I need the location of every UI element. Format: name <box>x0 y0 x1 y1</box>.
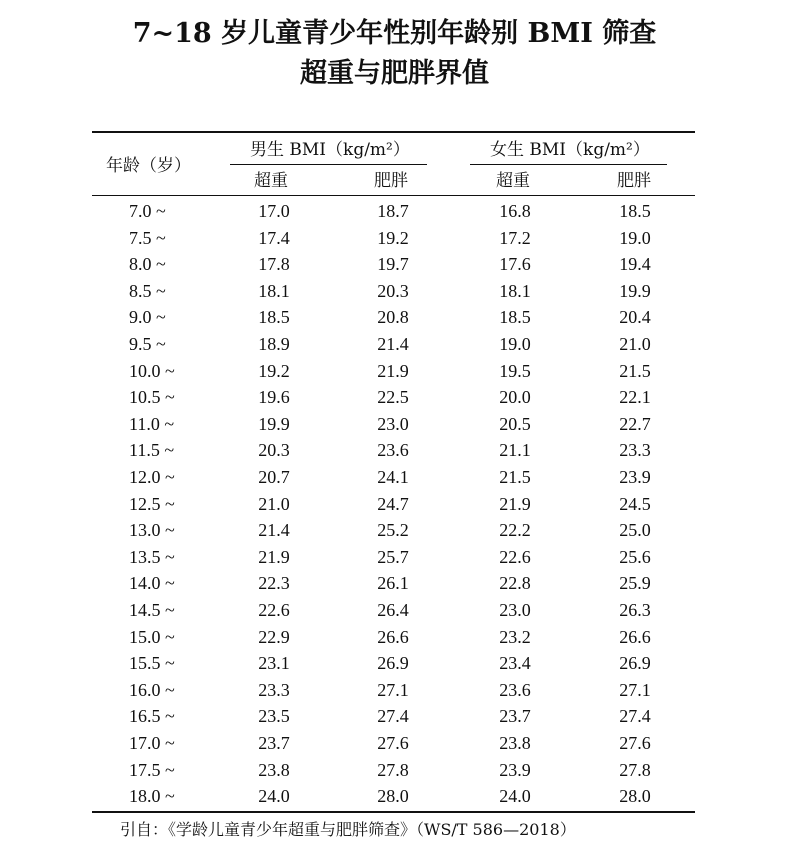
female-overweight-cell: 21.9 <box>499 493 531 514</box>
male-obese-cell: 23.6 <box>377 440 409 461</box>
male-overweight-cell: 18.9 <box>258 334 290 354</box>
male-overweight-cell: 17.0 <box>258 201 290 221</box>
age-cell: 9.0 ~ <box>129 307 166 328</box>
female-obese-cell: 26.6 <box>619 626 651 647</box>
male-overweight-cell: 22.9 <box>258 626 290 647</box>
male-obese-cell: 25.2 <box>377 520 409 541</box>
female-overweight-cell: 19.5 <box>499 360 531 381</box>
age-cell: 7.5 ~ <box>129 227 166 248</box>
male-overweight-cell: 21.0 <box>258 493 290 514</box>
male-obese-cell: 20.3 <box>377 280 409 301</box>
header-bottom-rule <box>92 195 695 196</box>
male-obese-cell: 26.9 <box>377 653 409 674</box>
male-obese-cell: 24.1 <box>377 467 409 487</box>
male-obese-cell: 23.0 <box>377 413 409 434</box>
male-obese-cell: 27.6 <box>377 733 409 753</box>
male-obese-cell: 27.8 <box>377 759 409 780</box>
male-overweight-cell: 23.5 <box>258 706 290 727</box>
male-obese-cell: 18.7 <box>377 201 409 221</box>
age-cell: 17.0 ~ <box>129 733 175 753</box>
male-obese-cell: 26.4 <box>377 600 409 620</box>
age-cell: 16.0 ~ <box>129 679 175 700</box>
female-obese-cell: 24.5 <box>619 493 651 514</box>
male-obese-cell: 20.8 <box>377 307 409 328</box>
male-overweight-cell: 21.9 <box>258 546 290 567</box>
age-cell: 9.5 ~ <box>129 334 166 354</box>
female-obese-cell: 18.5 <box>619 201 651 221</box>
male-overweight-cell: 23.1 <box>258 653 290 674</box>
female-obese-cell: 26.3 <box>619 600 651 620</box>
age-cell: 8.0 ~ <box>129 254 166 275</box>
male-obese-cell: 19.2 <box>377 227 409 248</box>
male-obese-cell: 21.4 <box>377 334 409 354</box>
female-obese-header: 肥胖 <box>617 171 651 191</box>
female-obese-cell: 22.7 <box>619 413 651 434</box>
age-cell: 16.5 ~ <box>129 706 175 727</box>
female-overweight-header: 超重 <box>496 171 530 191</box>
female-overweight-cell: 22.6 <box>499 546 531 567</box>
male-obese-cell: 21.9 <box>377 360 409 381</box>
male-obese-cell: 24.7 <box>377 493 409 514</box>
male-overweight-cell: 24.0 <box>258 786 290 807</box>
male-overweight-cell: 20.3 <box>258 440 290 461</box>
age-cell: 11.0 ~ <box>129 413 175 434</box>
female-overweight-cell: 23.0 <box>499 600 531 620</box>
table-top-rule <box>92 131 695 133</box>
female-overweight-cell: 16.8 <box>499 201 531 221</box>
male-obese-cell: 27.1 <box>377 679 409 700</box>
female-obese-cell: 20.4 <box>619 307 651 328</box>
female-obese-cell: 23.3 <box>619 440 651 461</box>
female-overweight-cell: 23.9 <box>499 759 531 780</box>
page-subtitle: 超重与肥胖界值 <box>300 58 489 89</box>
age-cell: 15.0 ~ <box>129 626 175 647</box>
female-obese-cell: 25.9 <box>619 573 651 594</box>
age-cell: 14.5 ~ <box>129 600 175 620</box>
male-obese-cell: 26.6 <box>377 626 409 647</box>
age-cell: 13.0 ~ <box>129 520 175 541</box>
age-column-header: 年龄（岁） <box>106 156 191 176</box>
male-overweight-header: 超重 <box>254 171 288 191</box>
male-bmi-header: 男生 BMI（kg/m²） <box>250 140 410 160</box>
table-bottom-rule <box>92 811 695 813</box>
male-obese-cell: 27.4 <box>377 706 409 727</box>
female-obese-cell: 19.0 <box>619 227 651 248</box>
male-overweight-cell: 23.7 <box>258 733 290 753</box>
female-overweight-cell: 21.5 <box>499 467 531 487</box>
male-obese-cell: 25.7 <box>377 546 409 567</box>
female-overweight-cell: 19.0 <box>499 334 531 354</box>
age-cell: 8.5 ~ <box>129 280 166 301</box>
female-overweight-cell: 21.1 <box>499 440 531 461</box>
male-overweight-cell: 23.3 <box>258 679 290 700</box>
male-overweight-cell: 19.2 <box>258 360 290 381</box>
male-overweight-cell: 18.1 <box>258 280 290 301</box>
female-obese-cell: 21.5 <box>619 360 651 381</box>
female-overweight-cell: 23.2 <box>499 626 531 647</box>
female-obese-cell: 23.9 <box>619 467 651 487</box>
female-overweight-cell: 23.4 <box>499 653 531 674</box>
male-obese-header: 肥胖 <box>374 171 408 191</box>
age-cell: 10.5 ~ <box>129 387 175 408</box>
female-overweight-cell: 17.6 <box>499 254 531 275</box>
age-cell: 12.0 ~ <box>129 467 175 487</box>
female-obese-cell: 28.0 <box>619 786 651 807</box>
female-overweight-cell: 20.0 <box>499 387 531 408</box>
female-overweight-cell: 24.0 <box>499 786 531 807</box>
female-overweight-cell: 18.1 <box>499 280 531 301</box>
source-footnote: 引自：《学龄儿童青少年超重与肥胖筛查》（WS/T 586—2018） <box>120 820 576 839</box>
male-overweight-cell: 22.3 <box>258 573 290 594</box>
female-overweight-cell: 22.2 <box>499 520 531 541</box>
age-cell: 17.5 ~ <box>129 759 175 780</box>
female-overweight-cell: 23.7 <box>499 706 531 727</box>
female-obese-cell: 27.8 <box>619 759 651 780</box>
male-overweight-cell: 18.5 <box>258 307 290 328</box>
female-obese-cell: 19.9 <box>619 280 651 301</box>
female-overweight-cell: 23.8 <box>499 733 531 753</box>
age-cell: 10.0 ~ <box>129 360 175 381</box>
female-group-rule <box>470 164 667 165</box>
male-overweight-cell: 17.8 <box>258 254 290 275</box>
age-cell: 15.5 ~ <box>129 653 175 674</box>
male-overweight-cell: 19.9 <box>258 413 290 434</box>
male-obese-cell: 26.1 <box>377 573 409 594</box>
age-cell: 14.0 ~ <box>129 573 175 594</box>
female-obese-cell: 25.0 <box>619 520 651 541</box>
male-overweight-cell: 21.4 <box>258 520 290 541</box>
male-obese-cell: 22.5 <box>377 387 409 408</box>
female-overweight-cell: 18.5 <box>499 307 531 328</box>
male-overweight-cell: 20.7 <box>258 467 290 487</box>
male-obese-cell: 28.0 <box>377 786 409 807</box>
male-overweight-cell: 17.4 <box>258 227 290 248</box>
age-cell: 13.5 ~ <box>129 546 175 567</box>
female-bmi-header: 女生 BMI（kg/m²） <box>490 140 650 160</box>
male-group-rule <box>230 164 427 165</box>
page-title: 7~18 岁儿童青少年性别年龄别 BMI 筛查 <box>132 18 657 49</box>
female-overweight-cell: 17.2 <box>499 227 531 248</box>
age-cell: 11.5 ~ <box>129 440 175 461</box>
female-overweight-cell: 22.8 <box>499 573 531 594</box>
female-overweight-cell: 20.5 <box>499 413 531 434</box>
male-overweight-cell: 23.8 <box>258 759 290 780</box>
female-obese-cell: 21.0 <box>619 334 651 354</box>
age-cell: 18.0 ~ <box>129 786 175 807</box>
female-obese-cell: 27.1 <box>619 679 651 700</box>
female-overweight-cell: 23.6 <box>499 679 531 700</box>
age-cell: 12.5 ~ <box>129 493 175 514</box>
male-overweight-cell: 19.6 <box>258 387 290 408</box>
female-obese-cell: 25.6 <box>619 546 651 567</box>
age-cell: 7.0 ~ <box>129 201 166 221</box>
male-overweight-cell: 22.6 <box>258 600 290 620</box>
female-obese-cell: 27.6 <box>619 733 651 753</box>
female-obese-cell: 19.4 <box>619 254 651 275</box>
female-obese-cell: 22.1 <box>619 387 651 408</box>
female-obese-cell: 26.9 <box>619 653 651 674</box>
male-obese-cell: 19.7 <box>377 254 409 275</box>
female-obese-cell: 27.4 <box>619 706 651 727</box>
